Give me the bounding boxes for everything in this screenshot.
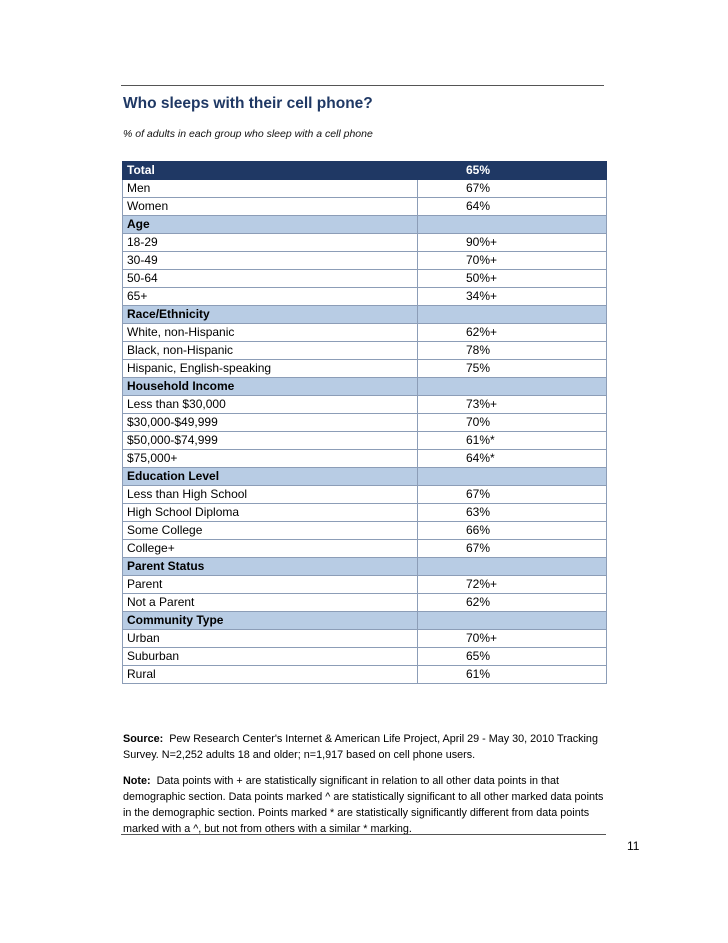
row-value: 64%	[418, 198, 607, 216]
page-number: 11	[627, 839, 640, 853]
row-value: 90%+	[418, 234, 607, 252]
source-note	[123, 731, 613, 763]
row-label: Total	[123, 162, 418, 180]
row-value: 67%	[418, 540, 607, 558]
section-heading-blank	[418, 468, 607, 486]
table-row-total	[123, 162, 607, 180]
table-subtitle: % of adults in each group who sleep with a cell phone	[123, 128, 373, 140]
note	[123, 773, 613, 837]
row-value: 65%	[418, 162, 607, 180]
row-label: Less than High School	[123, 486, 418, 504]
row-value: 62%	[418, 594, 607, 612]
row-label: Some College	[123, 522, 418, 540]
row-label: $30,000-$49,999	[123, 414, 418, 432]
table-row	[123, 342, 607, 360]
section-heading-blank	[418, 306, 607, 324]
table-row	[123, 360, 607, 378]
table-row	[123, 234, 607, 252]
note-text: Data points with + are statistically significant in relation to all other data points in that demographic section. Data points marked ^ are statistically significant to all other marked data points in the demographic section. Points marked * are statistically significantly different from data points marked with a ^, but not from others with a similar * marking.	[123, 775, 604, 835]
table-row	[123, 288, 607, 306]
row-value: 78%	[418, 342, 607, 360]
row-value: 65%	[418, 648, 607, 666]
row-label: Rural	[123, 666, 418, 684]
row-label: 50-64	[123, 270, 418, 288]
section-heading: Education Level	[123, 468, 418, 486]
section-header-row	[123, 378, 607, 396]
table-row	[123, 396, 607, 414]
row-label: Black, non-Hispanic	[123, 342, 418, 360]
row-label: Women	[123, 198, 418, 216]
bottom-rule	[121, 834, 606, 835]
section-header-row	[123, 558, 607, 576]
row-value: 75%	[418, 360, 607, 378]
row-label: Not a Parent	[123, 594, 418, 612]
section-heading-blank	[418, 612, 607, 630]
section-heading-blank	[418, 558, 607, 576]
row-value: 70%	[418, 414, 607, 432]
section-heading: Community Type	[123, 612, 418, 630]
row-value: 72%+	[418, 576, 607, 594]
top-rule	[121, 85, 604, 86]
section-header-row	[123, 306, 607, 324]
table-row	[123, 270, 607, 288]
row-label: 65+	[123, 288, 418, 306]
row-label: High School Diploma	[123, 504, 418, 522]
table-row	[123, 414, 607, 432]
row-label: $75,000+	[123, 450, 418, 468]
row-value: 61%*	[418, 432, 607, 450]
table-row	[123, 648, 607, 666]
row-label: Less than $30,000	[123, 396, 418, 414]
table-row	[123, 198, 607, 216]
table-row	[123, 522, 607, 540]
note-label: Note:	[123, 775, 151, 787]
table-row	[123, 324, 607, 342]
row-value: 63%	[418, 504, 607, 522]
row-label: Men	[123, 180, 418, 198]
row-value: 64%*	[418, 450, 607, 468]
row-value: 62%+	[418, 324, 607, 342]
row-value: 70%+	[418, 630, 607, 648]
table-row	[123, 180, 607, 198]
row-label: Hispanic, English-speaking	[123, 360, 418, 378]
row-label: 30-49	[123, 252, 418, 270]
row-label: 18-29	[123, 234, 418, 252]
section-heading-blank	[418, 378, 607, 396]
table-row	[123, 450, 607, 468]
source-label: Source:	[123, 733, 164, 745]
row-value: 34%+	[418, 288, 607, 306]
table-row	[123, 576, 607, 594]
row-value: 67%	[418, 180, 607, 198]
table-row	[123, 666, 607, 684]
row-value: 67%	[418, 486, 607, 504]
row-label: College+	[123, 540, 418, 558]
page-title: Who sleeps with their cell phone?	[123, 95, 373, 112]
row-value: 66%	[418, 522, 607, 540]
row-label: Urban	[123, 630, 418, 648]
table-row	[123, 504, 607, 522]
row-label: White, non-Hispanic	[123, 324, 418, 342]
row-label: Parent	[123, 576, 418, 594]
source-text: Pew Research Center's Internet & American Life Project, April 29 - May 30, 2010 Tracking Survey. N=2,252 adults 18 and older; n=1,917 based on cell phone users.	[123, 733, 598, 761]
table-row	[123, 486, 607, 504]
section-header-row	[123, 612, 607, 630]
table-row	[123, 432, 607, 450]
section-header-row	[123, 468, 607, 486]
row-value: 50%+	[418, 270, 607, 288]
table-row	[123, 540, 607, 558]
table-row	[123, 630, 607, 648]
row-label: $50,000-$74,999	[123, 432, 418, 450]
row-value: 73%+	[418, 396, 607, 414]
row-value: 70%+	[418, 252, 607, 270]
row-label: Suburban	[123, 648, 418, 666]
row-value: 61%	[418, 666, 607, 684]
survey-table	[122, 161, 607, 684]
table-row	[123, 594, 607, 612]
section-header-row	[123, 216, 607, 234]
footnotes	[123, 731, 613, 847]
section-heading: Age	[123, 216, 418, 234]
section-heading: Household Income	[123, 378, 418, 396]
table-row	[123, 252, 607, 270]
section-heading: Race/Ethnicity	[123, 306, 418, 324]
section-heading-blank	[418, 216, 607, 234]
section-heading: Parent Status	[123, 558, 418, 576]
